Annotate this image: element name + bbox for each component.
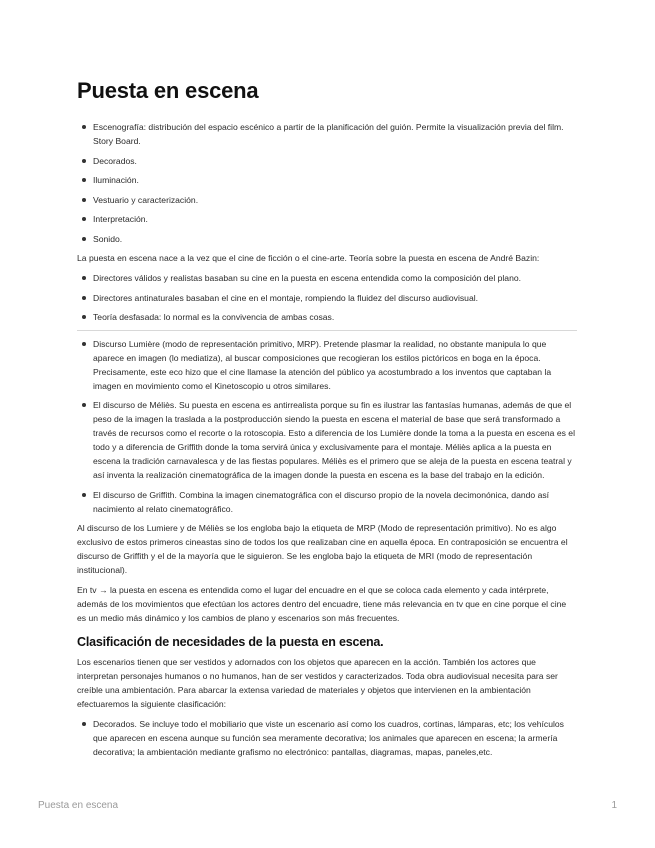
list-item: El discurso de Méliès. Su puesta en escena es antirrealista porque su fin es ilustrar las fantasías humanas, además de que el peso de la imagen la traslada a la postproducción siendo la puesta en escena el material de base que será transformado a través de recursos como el recorte o la rotoscopia. Esto a diferencia de los Lumière donde la toma a la puesta en escena es el todo y a diferencia de Griffith donde la toma servirá única y exclusivamente para el montaje. Méliès aplica a la puesta en escena la tradición carnavalesca y de las fiestas populares. Méliès es el primero que se aleja de la puesta en escena teatral y así inventa la realización cinematográfica de la imagen donde la puesta en escena es la base del trabajo en la edición. bbox=[93, 400, 575, 480]
paragraph-escenarios: Los escenarios tienen que ser vestidos y adornados con los objetos que aparecen en la acción. También los actores que interpretan personajes humanos o no humanos, han de ser vestidos y caracterizados. Toda obra audiovisual necesita para ser creíble una ambientación. Para abarcar la extensa variedad de materiales y objetos que intervienen en la ambientación efectuaremos la siguiente clasificación: bbox=[77, 657, 558, 709]
list-item: Directores antinaturales basaban el cine en el montaje, rompiendo la fluidez del discurso audiovisual. bbox=[93, 291, 577, 305]
page-number: 1 bbox=[611, 800, 617, 811]
discourse-list bbox=[77, 337, 577, 516]
list-item: Decorados. Se incluye todo el mobiliario que viste un escenario así como los cuadros, cortinas, lámparas, etc; los vehículos que aparecen en escena aunque su función sea meramente decorativa; los animales que aparecen en escena; la armería decorativa; la ambientación mediante grafismo no electrónico: pantallas, diagramas, mapas, paneles,etc. bbox=[93, 717, 577, 759]
list-item: El discurso de Griffith. Combina la imagen cinematográfica con el discurso propio de la novela decimonónica, dando así nacimiento al relato cinematográfico. bbox=[93, 488, 577, 516]
list-item: Teoría desfasada: lo normal es la convivencia de ambas cosas. bbox=[93, 310, 577, 324]
bazin-list bbox=[77, 271, 577, 324]
paragraph-bazin: La puesta en escena nace a la vez que el cine de ficción o el cine-arte. Teoría sobre la puesta en escena de André Bazin: bbox=[77, 253, 540, 263]
paragraph-mrp: Al discurso de los Lumiere y de Méliès se los engloba bajo la etiqueta de MRP (Modo de representación primitivo). No es algo exclusivo de estos primeros cineastas sino de todos los que realizaban cine en aquella época. En contraposición se encuentra el discurso de Griffith y el de la mayoría que le siguieron. Se les engloba bajo la etiqueta de MRI (modo de representación institucional). bbox=[77, 523, 568, 575]
list-item: Decorados. bbox=[93, 154, 577, 168]
list-item: Sonido. bbox=[93, 232, 577, 246]
footer-label: Puesta en escena bbox=[38, 800, 119, 811]
list-item: Directores válidos y realistas basaban su cine en la puesta en escena entendida como la composición del plano. bbox=[93, 271, 577, 285]
paragraph-tv: En tv → la puesta en escena es entendida como el lugar del encuadre en el que se coloca cada elemento y cada intérprete, además de los movimientos que efectúan los actores dentro del encuadre, tiene más relevancia en tv que en cine porque el cine es un medio más dinámico y los cambios de plano y escenarios son más frecuentes. bbox=[77, 585, 567, 623]
page-title: Puesta en escena bbox=[77, 78, 259, 103]
document-body bbox=[77, 120, 577, 765]
list-item: Discurso Lumière (modo de representación primitivo, MRP). Pretende plasmar la realidad, no obstante manipula lo que aparece en imagen (lo mediatiza), al buscar composiciones que recogieran los estilos pictóricos en boga en la época. Precisamente, este eco hizo que el cine llamase la atención del público ya acostumbrado a los inventos que captaban la imagen en movimiento como el Kinetoscopio u otros similares. bbox=[93, 337, 577, 393]
list-item: Escenografía: distribución del espacio escénico a partir de la planificación del guión. Permite la visualización previa del film. Story Board. bbox=[93, 120, 577, 148]
page-footer bbox=[38, 800, 617, 811]
list-item: Vestuario y caracterización. bbox=[93, 193, 577, 207]
elements-list bbox=[77, 120, 577, 246]
classification-list bbox=[77, 717, 577, 759]
section-heading: Clasificación de necesidades de la puesta en escena. bbox=[77, 635, 384, 649]
list-item: Interpretación. bbox=[93, 212, 577, 226]
divider bbox=[77, 330, 577, 331]
list-item: Iluminación. bbox=[93, 173, 577, 187]
